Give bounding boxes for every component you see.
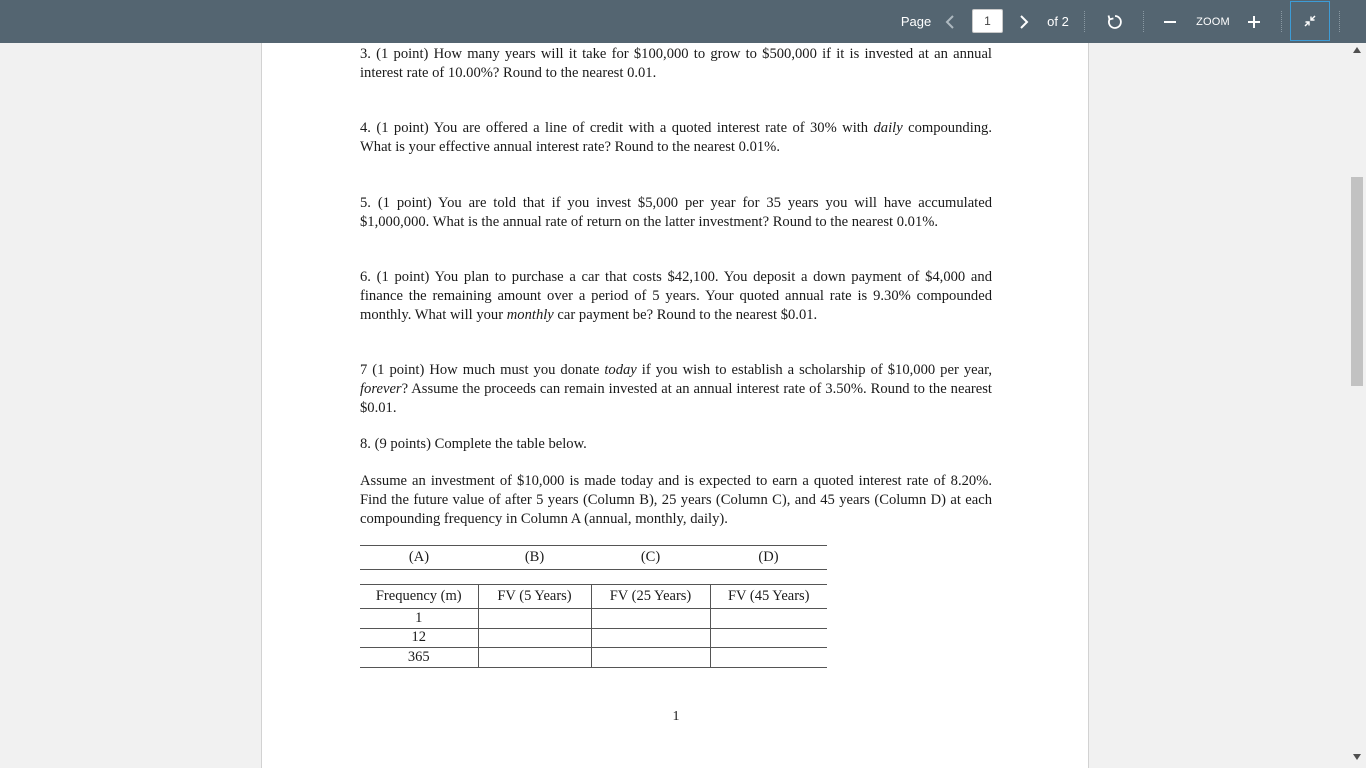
- column-letter: (C): [591, 546, 710, 570]
- minus-icon: [1163, 15, 1177, 29]
- column-letter: (A): [360, 546, 478, 570]
- table-column-letters: [360, 546, 827, 570]
- question-8-body: Assume an investment of $10,000 is made today and is expected to earn a quoted interest rate of 8.20%. Find the future value of after 5 years (Column B), 25 years (Column C), and 45 years (Column D) at each compounding frequency in Column A (annual, monthly, daily).: [360, 473, 992, 527]
- question-6-text: car payment be? Round to the nearest $0.01.: [553, 307, 818, 323]
- question-7: [360, 361, 992, 418]
- vertical-scrollbar[interactable]: [1349, 43, 1366, 768]
- question-3: 3. (1 point) How many years will it take for $100,000 to grow to $500,000 if it is invested at an annual interest rate of 10.00%? Round to the nearest 0.01.: [360, 46, 992, 81]
- table-cell: [478, 628, 591, 648]
- question-6: [360, 268, 992, 325]
- page-number-input[interactable]: 1: [972, 9, 1003, 33]
- question-6-emphasis: monthly: [506, 307, 554, 323]
- table-cell: [710, 628, 827, 648]
- zoom-label: ZOOM: [1196, 15, 1230, 28]
- question-7-emphasis: forever: [360, 381, 402, 397]
- scroll-down-icon[interactable]: [1353, 754, 1361, 760]
- previous-page-button[interactable]: [940, 0, 960, 43]
- column-header: FV (45 Years): [710, 585, 827, 609]
- table-row: [360, 609, 827, 629]
- question-7-text: if you wish to establish a scholarship of $10,000 per year,: [636, 362, 992, 378]
- question-4-text: 4. (1 point) You are offered a line of credit with a quoted interest rate of 30% with: [360, 120, 874, 136]
- rotate-button[interactable]: [1102, 0, 1128, 43]
- scroll-up-icon[interactable]: [1353, 47, 1361, 53]
- table-row: [360, 648, 827, 668]
- column-header: FV (25 Years): [591, 585, 710, 609]
- question-4-text: compounding. What is your effective annual interest rate? Round to the nearest 0.01%.: [360, 120, 992, 155]
- page-count-label: of 2: [1047, 14, 1069, 29]
- question-7-text: ? Assume the proceeds can remain invested at an annual interest rate of 3.50%. Round to the nearest $0.01.: [360, 381, 992, 416]
- toolbar-divider: [1339, 11, 1340, 32]
- table-cell: [710, 648, 827, 668]
- table-cell: 12: [360, 628, 478, 648]
- question-6-text: 6. (1 point) You plan to purchase a car that costs $42,100. You deposit a down payment of $4,000 and finance the remaining amount over a period of 5 years. Your quoted annual rate is 9.30% compounded monthly. What will your: [360, 269, 992, 323]
- column-header: Frequency (m): [360, 585, 478, 609]
- table-cell: [478, 648, 591, 668]
- plus-icon: [1247, 15, 1261, 29]
- question-4: [360, 119, 992, 157]
- page-label: Page: [900, 14, 932, 29]
- column-letter: (B): [478, 546, 591, 570]
- exit-fullscreen-button[interactable]: [1290, 1, 1330, 41]
- viewer-toolbar: [0, 0, 1366, 43]
- toolbar-divider: [1084, 11, 1085, 32]
- table-header: [360, 585, 827, 609]
- document-page: [261, 43, 1089, 768]
- table-cell: [591, 648, 710, 668]
- next-page-button[interactable]: [1014, 0, 1034, 43]
- question-5: 5. (1 point) You are told that if you invest $5,000 per year for 35 years you will have accumulated $1,000,000. What is the annual rate of return on the latter investment? Round to the nearest 0.01%.: [360, 195, 992, 230]
- rotate-icon: [1106, 13, 1124, 31]
- table-cell: 1: [360, 609, 478, 629]
- column-letter: (D): [710, 546, 827, 570]
- future-value-table: [360, 545, 827, 668]
- zoom-out-button[interactable]: [1158, 0, 1182, 43]
- question-4-emphasis: daily: [873, 120, 903, 136]
- table-cell: [591, 609, 710, 629]
- collapse-icon: [1302, 13, 1318, 29]
- toolbar-divider: [1281, 11, 1282, 32]
- column-header: FV (5 Years): [478, 585, 591, 609]
- table-cell: [591, 628, 710, 648]
- chevron-left-icon: [945, 14, 955, 30]
- scrollbar-thumb[interactable]: [1351, 177, 1363, 386]
- page-number: 1: [672, 709, 680, 724]
- chevron-right-icon: [1019, 14, 1029, 30]
- table-spacer: [360, 570, 827, 585]
- question-7-emphasis: today: [604, 362, 637, 378]
- table-cell: [710, 609, 827, 629]
- zoom-in-button[interactable]: [1241, 0, 1267, 43]
- table-cell: [478, 609, 591, 629]
- question-7-text: 7 (1 point) How much must you donate: [360, 362, 605, 378]
- toolbar-divider: [1143, 11, 1144, 32]
- table-cell: 365: [360, 648, 478, 668]
- question-8-title: 8. (9 points) Complete the table below.: [360, 436, 587, 452]
- table-row: [360, 628, 827, 648]
